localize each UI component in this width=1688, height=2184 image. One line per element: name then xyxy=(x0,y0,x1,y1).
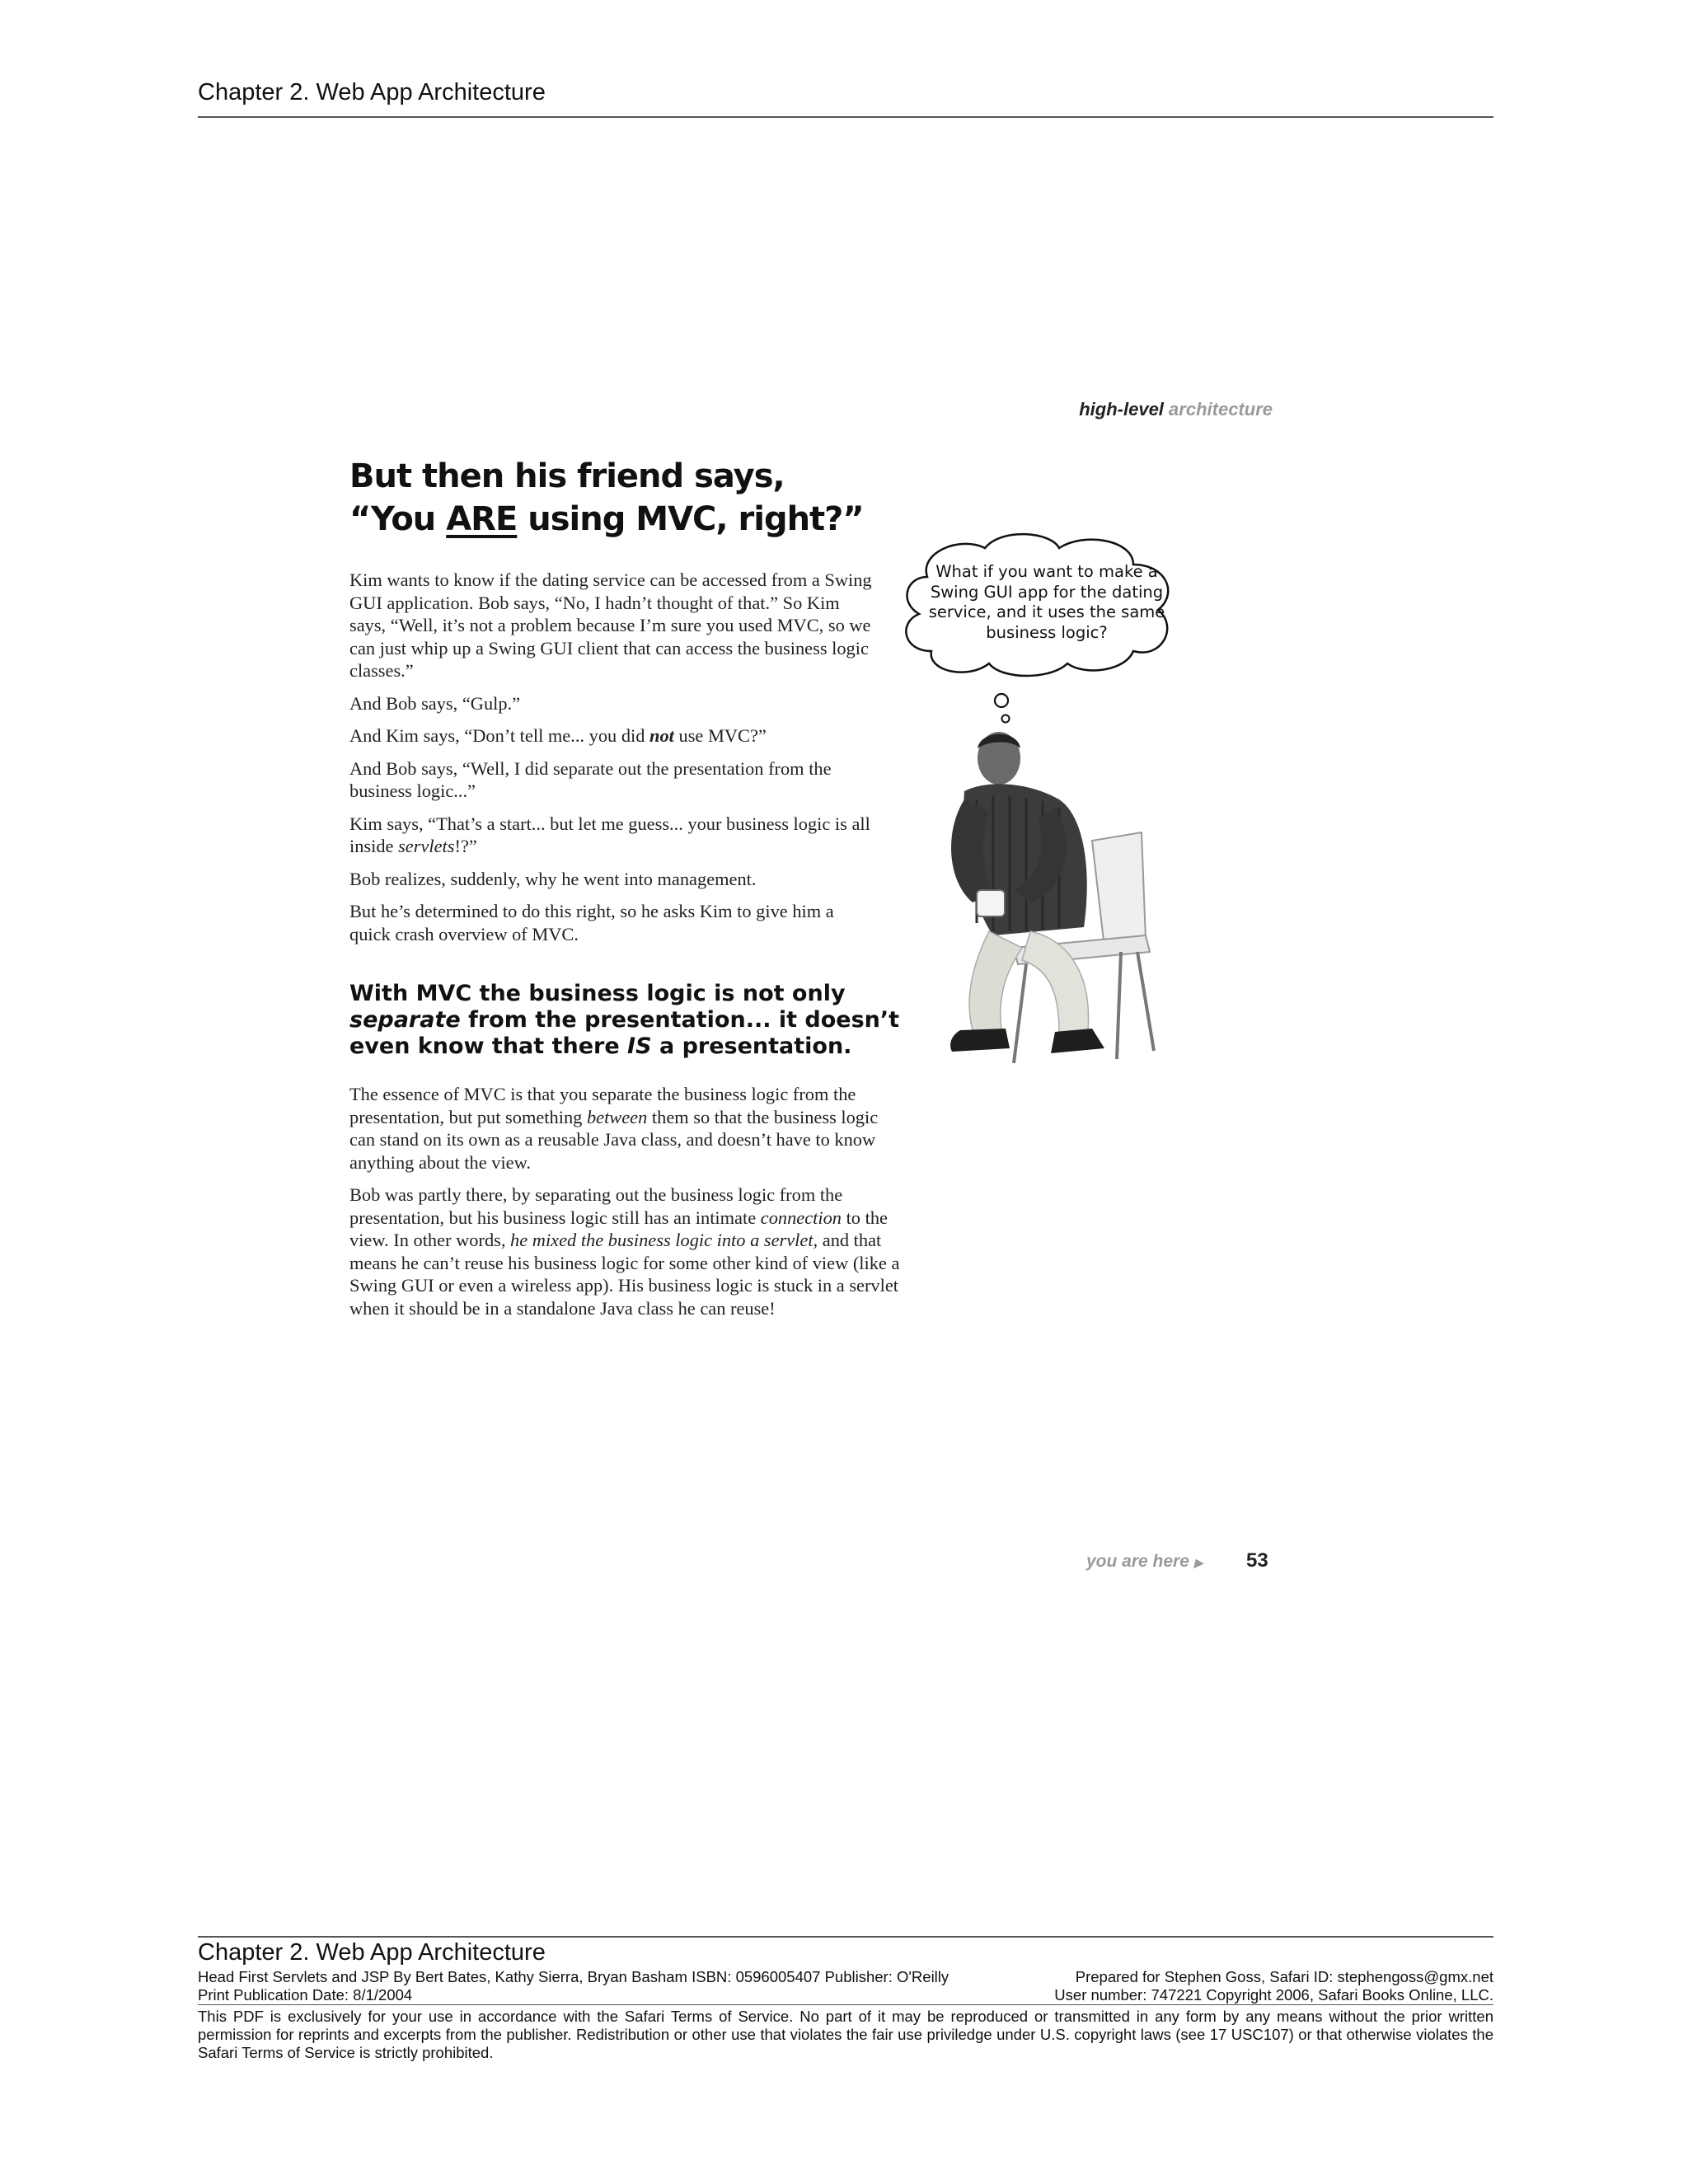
headline-emphasis: ARE xyxy=(446,500,518,538)
story-text xyxy=(349,569,877,955)
page-number: 53 xyxy=(1246,1549,1268,1572)
text-run: from the presentation... it doesn’t even know that there xyxy=(349,1007,900,1059)
explanation-paragraph xyxy=(349,1083,902,1174)
footer-pub-date: Print Publication Date: 8/1/2004 xyxy=(198,1986,413,2004)
text-run: use MVC?” xyxy=(673,725,767,746)
story-paragraph: Bob realizes, suddenly, why he went into management. xyxy=(349,868,757,889)
footer-legal-notice: This PDF is exclusively for your use in accordance with the Safari Terms of Service. No part of it may be reproduced or transmitted in any form by any means without the prior written permission for reprints and excerpts from the publisher. Redistribution or other use that violates the fair use priviledge under U.S. copyright laws (see 17 USC107) or that otherwise violates the Safari Terms of Service is strictly prohibited. xyxy=(198,2008,1493,2061)
explanation-paragraph xyxy=(349,1183,902,1319)
arrow-right-icon: ▶ xyxy=(1193,1556,1203,1569)
emphasis-text: between xyxy=(586,1106,648,1127)
text-run: With MVC the business logic is not only xyxy=(349,981,846,1006)
headline-part2: using MVC, right?” xyxy=(517,500,864,538)
text-run: !?” xyxy=(454,836,477,856)
emphasis-text: IS xyxy=(627,1033,652,1059)
emphasis-text: servlets xyxy=(398,836,455,856)
text-run: Kim says, “That’s a start... but let me guess... your business logic is all inside xyxy=(349,813,870,856)
thought-dot xyxy=(995,694,1008,707)
footer-book-info: Head First Servlets and JSP By Bert Bates, Kathy Sierra, Bryan Basham ISBN: 0596005407 Publisher: O'Reilly xyxy=(198,1968,950,1985)
seated-man-illustration xyxy=(915,725,1195,1071)
emphasis-text: he mixed the business logic into a servlet, xyxy=(510,1230,818,1250)
explanation-text xyxy=(349,1083,902,1329)
running-header-chapter-title: Chapter 2. Web App Architecture xyxy=(198,79,546,105)
section-tag xyxy=(1079,399,1273,420)
footer-chapter-title: Chapter 2. Web App Architecture xyxy=(198,1939,546,1966)
thought-dot xyxy=(1002,715,1010,723)
emphasis-text: separate xyxy=(349,1007,461,1033)
key-point-subhead xyxy=(349,981,910,1060)
story-paragraph: But he’s determined to do this right, so he asks Kim to give him a quick crash overview of MVC. xyxy=(349,901,834,944)
text-run: them so that the business logic can stand on its own as a reusable Java class, and doesn’t have to know anything about the view. xyxy=(349,1106,879,1173)
footer-book-info-row xyxy=(198,1968,1493,1986)
text-run: And Kim says, “Don’t tell me... you did xyxy=(349,725,650,746)
section-tag-dark: high-level xyxy=(1079,399,1164,419)
footer-prepared-for: Prepared for Stephen Goss, Safari ID: stephengoss@gmx.net xyxy=(1075,1968,1493,1985)
text-run: a presentation. xyxy=(651,1033,852,1059)
section-tag-light: architecture xyxy=(1169,399,1273,419)
thought-bubble-text: What if you want to make a Swing GUI app for the dating service, and it uses the same business logic? xyxy=(928,562,1165,642)
story-paragraph xyxy=(349,724,877,748)
text-run: to the view. In other words, xyxy=(349,1207,888,1250)
headline-part1: But then his friend says, “You xyxy=(349,457,785,538)
footer-publication-row xyxy=(198,1986,1493,2005)
text-run: Bob was partly there, by separating out the business logic from the presentation, but his business logic still has an intimate xyxy=(349,1184,843,1228)
you-are-here-text: you are here xyxy=(1086,1552,1189,1571)
header-rule xyxy=(198,116,1493,118)
footer-rule xyxy=(198,1936,1493,1938)
story-paragraph xyxy=(349,813,877,858)
text-run: The essence of MVC is that you separate the business logic from the presentation, but put something xyxy=(349,1084,856,1127)
emphasis-text: connection xyxy=(760,1207,842,1228)
emphasis-text: not xyxy=(649,725,674,746)
text-run: and that means he can’t reuse his business logic for some other kind of view (like a Swing GUI or even a wireless app). His business logic is stuck in a servlet when it should be in a standalone Java class he can reuse! xyxy=(349,1230,900,1319)
page-headline xyxy=(349,455,877,541)
you-are-here-label xyxy=(1086,1552,1203,1572)
story-paragraph: And Bob says, “Gulp.” xyxy=(349,692,521,714)
story-paragraph: Kim wants to know if the dating service can be accessed from a Swing GUI application. Bob says, “No, I hadn’t thought of that.” So Kim says, “Well, it’s not a problem because I’m sure you used MVC, so we can just whip up a Swing GUI client that can access the business logic classes.” xyxy=(349,569,872,681)
footer-user-number: User number: 747221 Copyright 2006, Safari Books Online, LLC. xyxy=(1054,1986,1493,2004)
story-paragraph: And Bob says, “Well, I did separate out the presentation from the business logic...” xyxy=(349,757,832,801)
